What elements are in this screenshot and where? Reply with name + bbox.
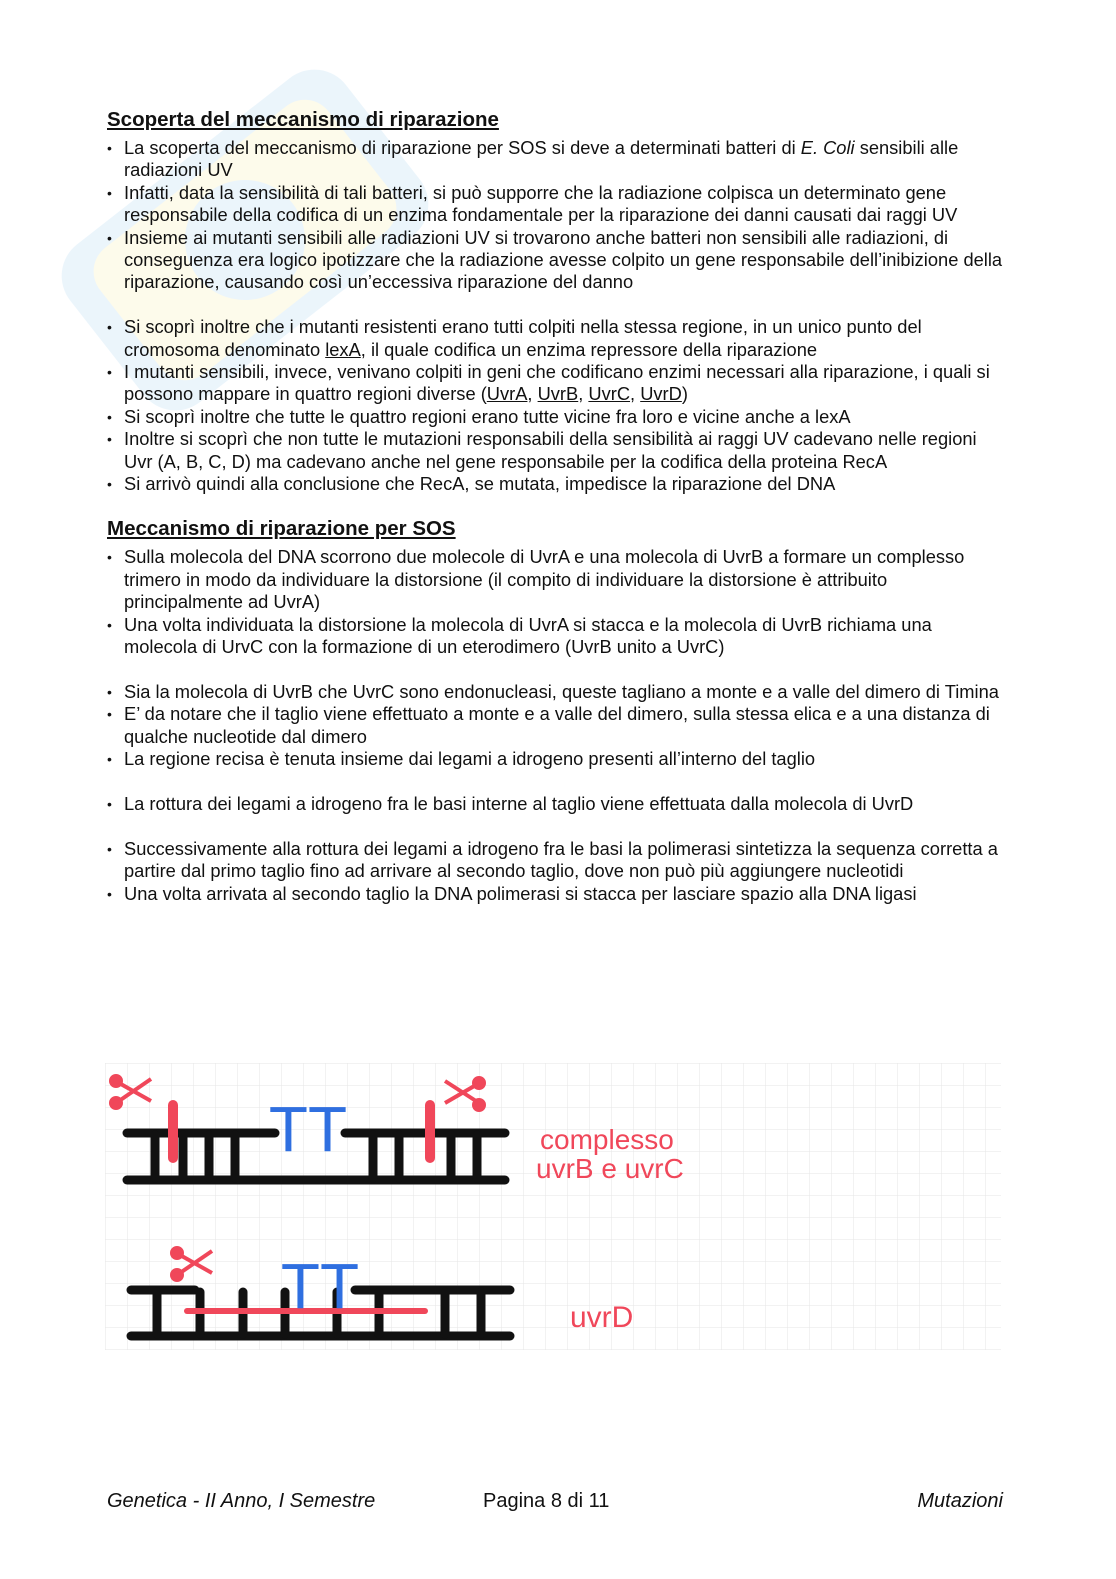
footer-page-number: Pagina 8 di 11 xyxy=(483,1490,610,1512)
dimer-label-1: TT xyxy=(268,1093,348,1165)
dna-repair-diagram xyxy=(105,1063,1001,1350)
link-uvra[interactable]: UvrA xyxy=(486,383,528,405)
label-uvrd: uvrD xyxy=(570,1301,634,1334)
list-item: • La regione recisa è tenuta insieme dai legami a idrogeno presenti all’interno del taglio xyxy=(107,748,1007,770)
link-uvrb[interactable]: UvrB xyxy=(537,383,579,405)
list-item: • Infatti, data la sensibilità di tali batteri, si può supporre che la radiazione colpisca un determinato gene responsabile della codifica di un enzima fondamentale per la riparazione dei danni causati dai raggi UV xyxy=(107,182,1007,227)
bullet-list-scoperta-2 xyxy=(107,316,1007,495)
list-item: • Una volta arrivata al secondo taglio la DNA polimerasi si stacca per lasciare spazio alla DNA ligasi xyxy=(107,883,1007,905)
list-item: • Sulla molecola del DNA scorrono due molecole di UvrA e una molecola di UvrB a formare un complesso trimero in modo da individuare la distorsione (il compito di individuare la distorsione è attribuito principalmente ad UvrA) xyxy=(107,546,1007,613)
label-uvrb-uvrc: uvrB e uvrC xyxy=(536,1153,684,1184)
list-item: • Successivamente alla rottura dei legami a idrogeno fra le basi la polimerasi sintetizza la sequenza corretta a partire dal primo taglio fino ad arrivare al secondo taglio, dove non può più aggiungere nucleotidi xyxy=(107,838,1007,883)
list-item: • Una volta individuata la distorsione la molecola di UvrA si stacca e la molecola di UvrB richiama una molecola di UrvC con la formazione di un eterodimero (UvrB unito a UvrC) xyxy=(107,614,1007,659)
section-title-meccanismo: Meccanismo di riparazione per SOS xyxy=(107,517,456,541)
list-item: • Si scoprì inoltre che tutte le quattro regioni erano tutte vicine fra loro e vicine anche a lexA xyxy=(107,406,1007,428)
list-item: • La rottura dei legami a idrogeno fra le basi interne al taglio viene effettuata dalla molecola di UvrD xyxy=(107,793,1007,815)
link-lexa[interactable]: lexA xyxy=(325,338,361,360)
bullet-list-meccanismo-2 xyxy=(107,681,1007,771)
list-item: • E’ da notare che il taglio viene effettuato a monte e a valle del dimero, sulla stessa elica e a una distanza di qualche nucleotide dal dimero xyxy=(107,703,1007,748)
bullet-list-scoperta xyxy=(107,137,1007,294)
bullet-list-meccanismo-3 xyxy=(107,793,1007,815)
bullet-list-meccanismo xyxy=(107,546,1007,658)
list-item: • Inoltre si scoprì che non tutte le mutazioni responsabili della sensibilità ai raggi UV cadevano nelle regioni Uvr (A, B, C, D) ma cadevano anche nel gene responsabile per la codifica della proteina RecA xyxy=(107,428,1007,473)
species-name: E. Coli xyxy=(800,137,855,158)
list-item: • Sia la molecola di UvrB che UvrC sono endonucleasi, queste tagliano a monte e a valle del dimero di Timina xyxy=(107,681,1007,703)
list-item: • La scoperta del meccanismo di riparazione per SOS si deve a determinati batteri di E. Coli sensibili alle radiazioni UV xyxy=(107,137,1007,182)
link-uvrd[interactable]: UvrD xyxy=(640,383,682,405)
list-item: • Si arrivò quindi alla conclusione che RecA, se mutata, impedisce la riparazione del DNA xyxy=(107,473,1007,495)
link-uvrc[interactable]: UvrC xyxy=(588,383,631,405)
footer-course: Genetica - II Anno, I Semestre xyxy=(107,1490,376,1512)
list-item: • Si scoprì inoltre che i mutanti resistenti erano tutti colpiti nella stessa regione, in un unico punto del cromosoma denominato lexA, il quale codifica un enzima repressore della riparazione xyxy=(107,316,1007,361)
main-content xyxy=(107,108,1007,905)
list-item: • Insieme ai mutanti sensibili alle radiazioni UV si trovarono anche batteri non sensibili alle radiazioni, di conseguenza era logico ipotizzare che la radiazione avesse colpito un gene responsabile dell’inibizione della riparazione, causando così un’eccessiva riparazione del danno xyxy=(107,227,1007,294)
section-title-scoperta: Scoperta del meccanismo di riparazione xyxy=(107,108,499,131)
footer-topic: Mutazioni xyxy=(917,1490,1003,1512)
label-complesso: complesso xyxy=(540,1124,674,1155)
dimer-label-2: TT xyxy=(280,1250,360,1322)
page-footer xyxy=(107,1490,1003,1516)
list-item: • I mutanti sensibili, invece, venivano colpiti in geni che codificano enzimi necessari alla riparazione, i quali si possono mappare in quattro regioni diverse (UvrA, UvrB, UvrC, UvrD) xyxy=(107,361,1007,406)
bullet-list-meccanismo-4 xyxy=(107,838,1007,905)
